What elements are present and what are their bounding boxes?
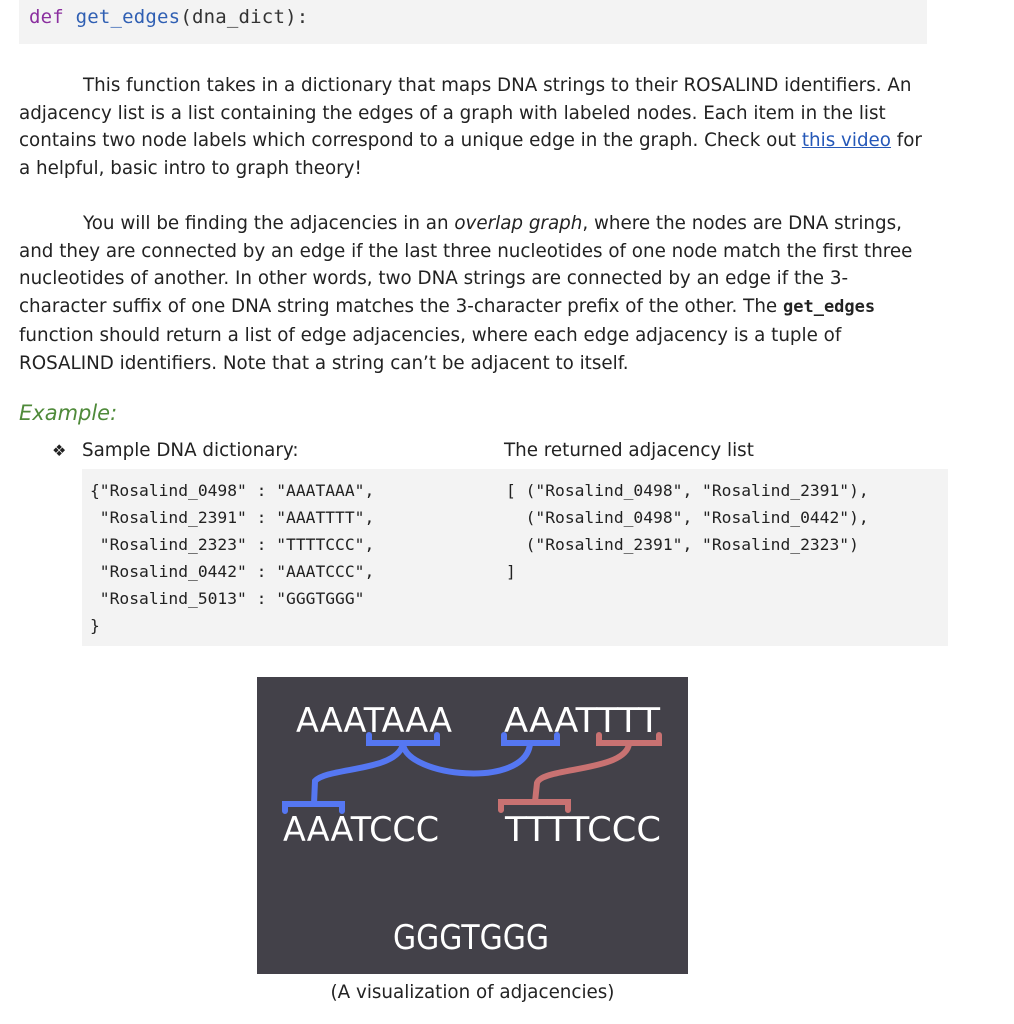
node-aaatttt: AAATTTT [504,701,661,741]
red-edge-to-ttttccc [535,744,629,802]
get-edges-code: get_edges [783,297,876,318]
example-code-block [82,469,948,646]
adjacency-visualization [257,677,688,974]
node-aaataaa: AAATAAA [296,701,452,741]
diamond-bullet-icon: ❖ [52,441,67,460]
node-aaatccc: AAATCCC [283,810,439,850]
intro-text-end: for a helpful, basic intro to graph theory! [19,130,922,180]
code-header [19,0,927,44]
overlap-text-2: , where the nodes are DNA strings, and they are connected by an edge if the last three nucleotides of one node match the first three nucleotides of another. In other words, two DNA strings are connected by an edge if the 3-character suffix of one DNA string matches the 3-character prefix of the other. The [19,213,913,318]
adjacency-list-caption: The returned adjacency list [504,440,754,461]
dna-dictionary-code: {"Rosalind_0498" : "AAATAAA", "Rosalind_2391" : "AAATTTT", "Rosalind_2323" : "TTTTCCC", "Rosalind_0442" : "AAATCCC", "Rosalind_5013" : "GGGTGGG" } [90,481,375,635]
overlap-graph-term: overlap graph [454,213,583,234]
overlap-text-3: function should return a list of edge adjacencies, where each edge adjacency is a tuple of ROSALIND identifiers. Note that a string can’t be adjacent to itself. [19,324,842,374]
function-name: get_edges [75,6,181,28]
adjacency-list-code: [ ("Rosalind_0498", "Rosalind_2391"), ("Rosalind_0498", "Rosalind_0442"), ("Rosalind_2391", "Rosalind_2323") ] [506,481,869,581]
blue-edge-to-aaatttt [403,744,530,773]
video-link[interactable]: this video [801,130,891,152]
intro-text: This function takes in a dictionary that maps DNA strings to their ROSALIND identifiers. An adjacency list is a list containing the edges of a graph with labeled nodes. Each item in the list contains two node labels which correspond to a unique edge in the graph. Check out [19,75,912,152]
node-gggtggg: GGGTGGG [393,918,549,958]
visualization-caption: (A visualization of adjacencies) [330,982,615,1003]
blue-edge-to-aaatccc [314,744,403,804]
example-heading: Example: [19,401,118,425]
intro-paragraph [19,72,929,183]
function-params: (dna_dict): [180,6,309,28]
overlap-paragraph [19,210,929,377]
adjacency-graph [257,677,688,974]
function-signature [29,6,308,28]
sample-dict-bullet [52,440,299,461]
sample-dict-caption: Sample DNA dictionary: [82,440,299,461]
def-keyword: def [29,6,64,28]
overlap-text-1: You will be finding the adjacencies in an [83,213,455,234]
node-ttttccc: TTTTCCC [503,810,661,850]
